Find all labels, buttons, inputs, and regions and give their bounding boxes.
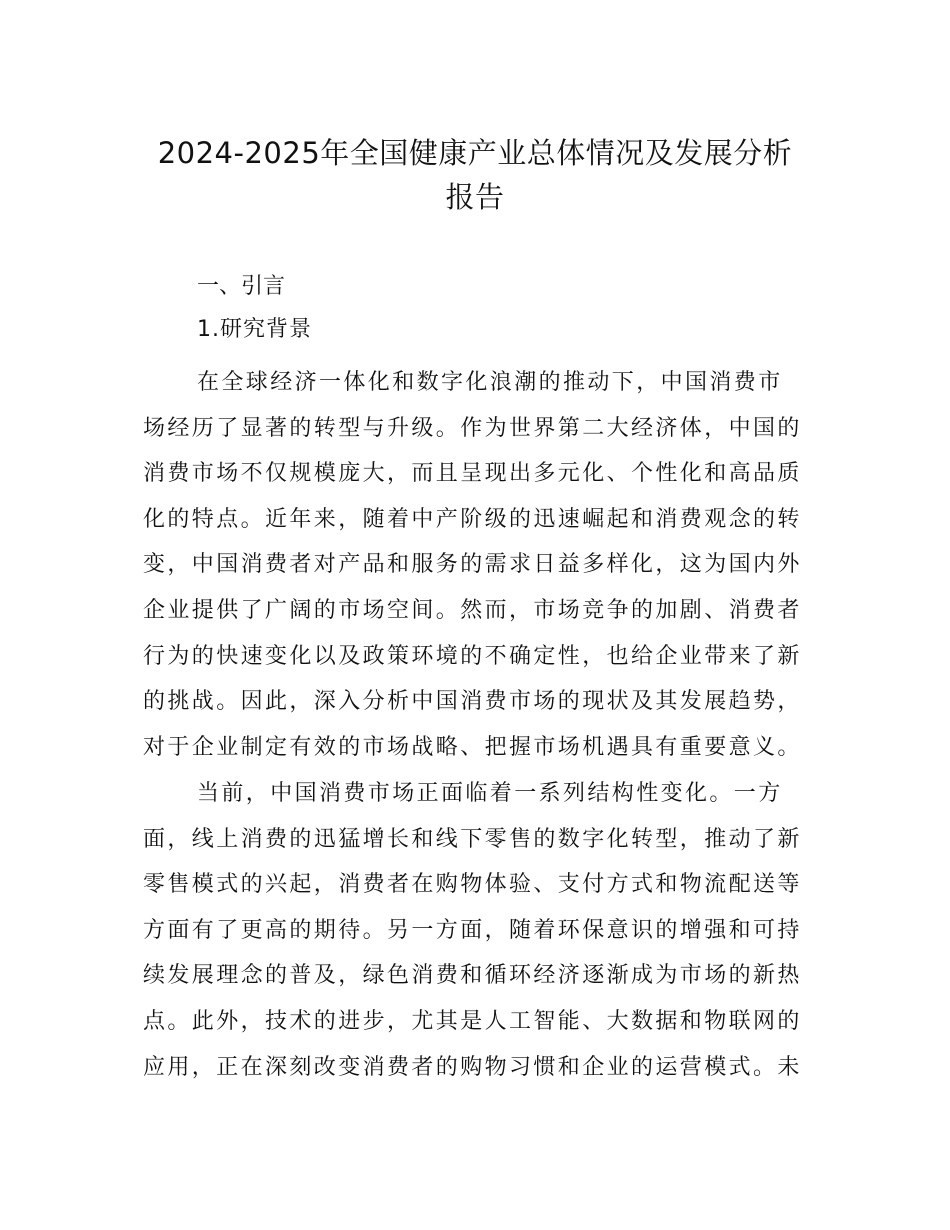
paragraph-line: 化的特点。近年来，随着中产阶级的迅速崛起和消费观念的转: [143, 506, 802, 532]
paragraph-1: [143, 360, 823, 770]
paragraph-line: 对于企业制定有效的市场战略、把握市场机遇具有重要意义。: [143, 734, 802, 760]
paragraph-line: 的挑战。因此，深入分析中国消费市场的现状及其发展趋势，: [143, 689, 802, 715]
title-line: 报告: [445, 180, 505, 215]
title-line: 2024-2025年全国健康产业总体情况及发展分析: [157, 136, 793, 171]
paragraph-line: 在全球经济一体化和数字化浪潮的推动下，中国消费市: [197, 370, 783, 395]
paragraph-line: 变，中国消费者对产品和服务的需求日益多样化，这为国内外: [143, 552, 802, 578]
paragraph-2: [143, 771, 823, 1090]
paragraph-line: 应用，正在深刻改变消费者的购物习惯和企业的运营模式。未: [143, 1054, 802, 1080]
document-title: [100, 131, 850, 219]
paragraph-line: 消费市场不仅规模庞大，而且呈现出多元化、个性化和高品质: [143, 461, 802, 487]
paragraph-line: 场经历了显著的转型与升级。作为世界第二大经济体，中国的: [143, 415, 802, 441]
paragraph-line: 续发展理念的普及，绿色消费和循环经济逐渐成为市场的新热: [143, 963, 802, 989]
subsection-heading: 1.研究背景: [197, 317, 312, 342]
paragraph-line: 当前，中国消费市场正面临着一系列结构性变化。一方: [197, 781, 783, 806]
paragraph-line: 行为的快速变化以及政策环境的不确定性，也给企业带来了新: [143, 643, 802, 669]
paragraph-line: 零售模式的兴起，消费者在购物体验、支付方式和物流配送等: [143, 872, 802, 898]
paragraph-line: 点。此外，技术的进步，尤其是人工智能、大数据和物联网的: [143, 1008, 802, 1034]
paragraph-line: 企业提供了广阔的市场空间。然而，市场竞争的加剧、消费者: [143, 597, 802, 623]
paragraph-line: 方面有了更高的期待。另一方面，随着环保意识的增强和可持: [143, 917, 802, 943]
paragraph-line: 面，线上消费的迅猛增长和线下零售的数字化转型，推动了新: [143, 826, 802, 852]
section-heading: 一、引言: [197, 274, 286, 299]
